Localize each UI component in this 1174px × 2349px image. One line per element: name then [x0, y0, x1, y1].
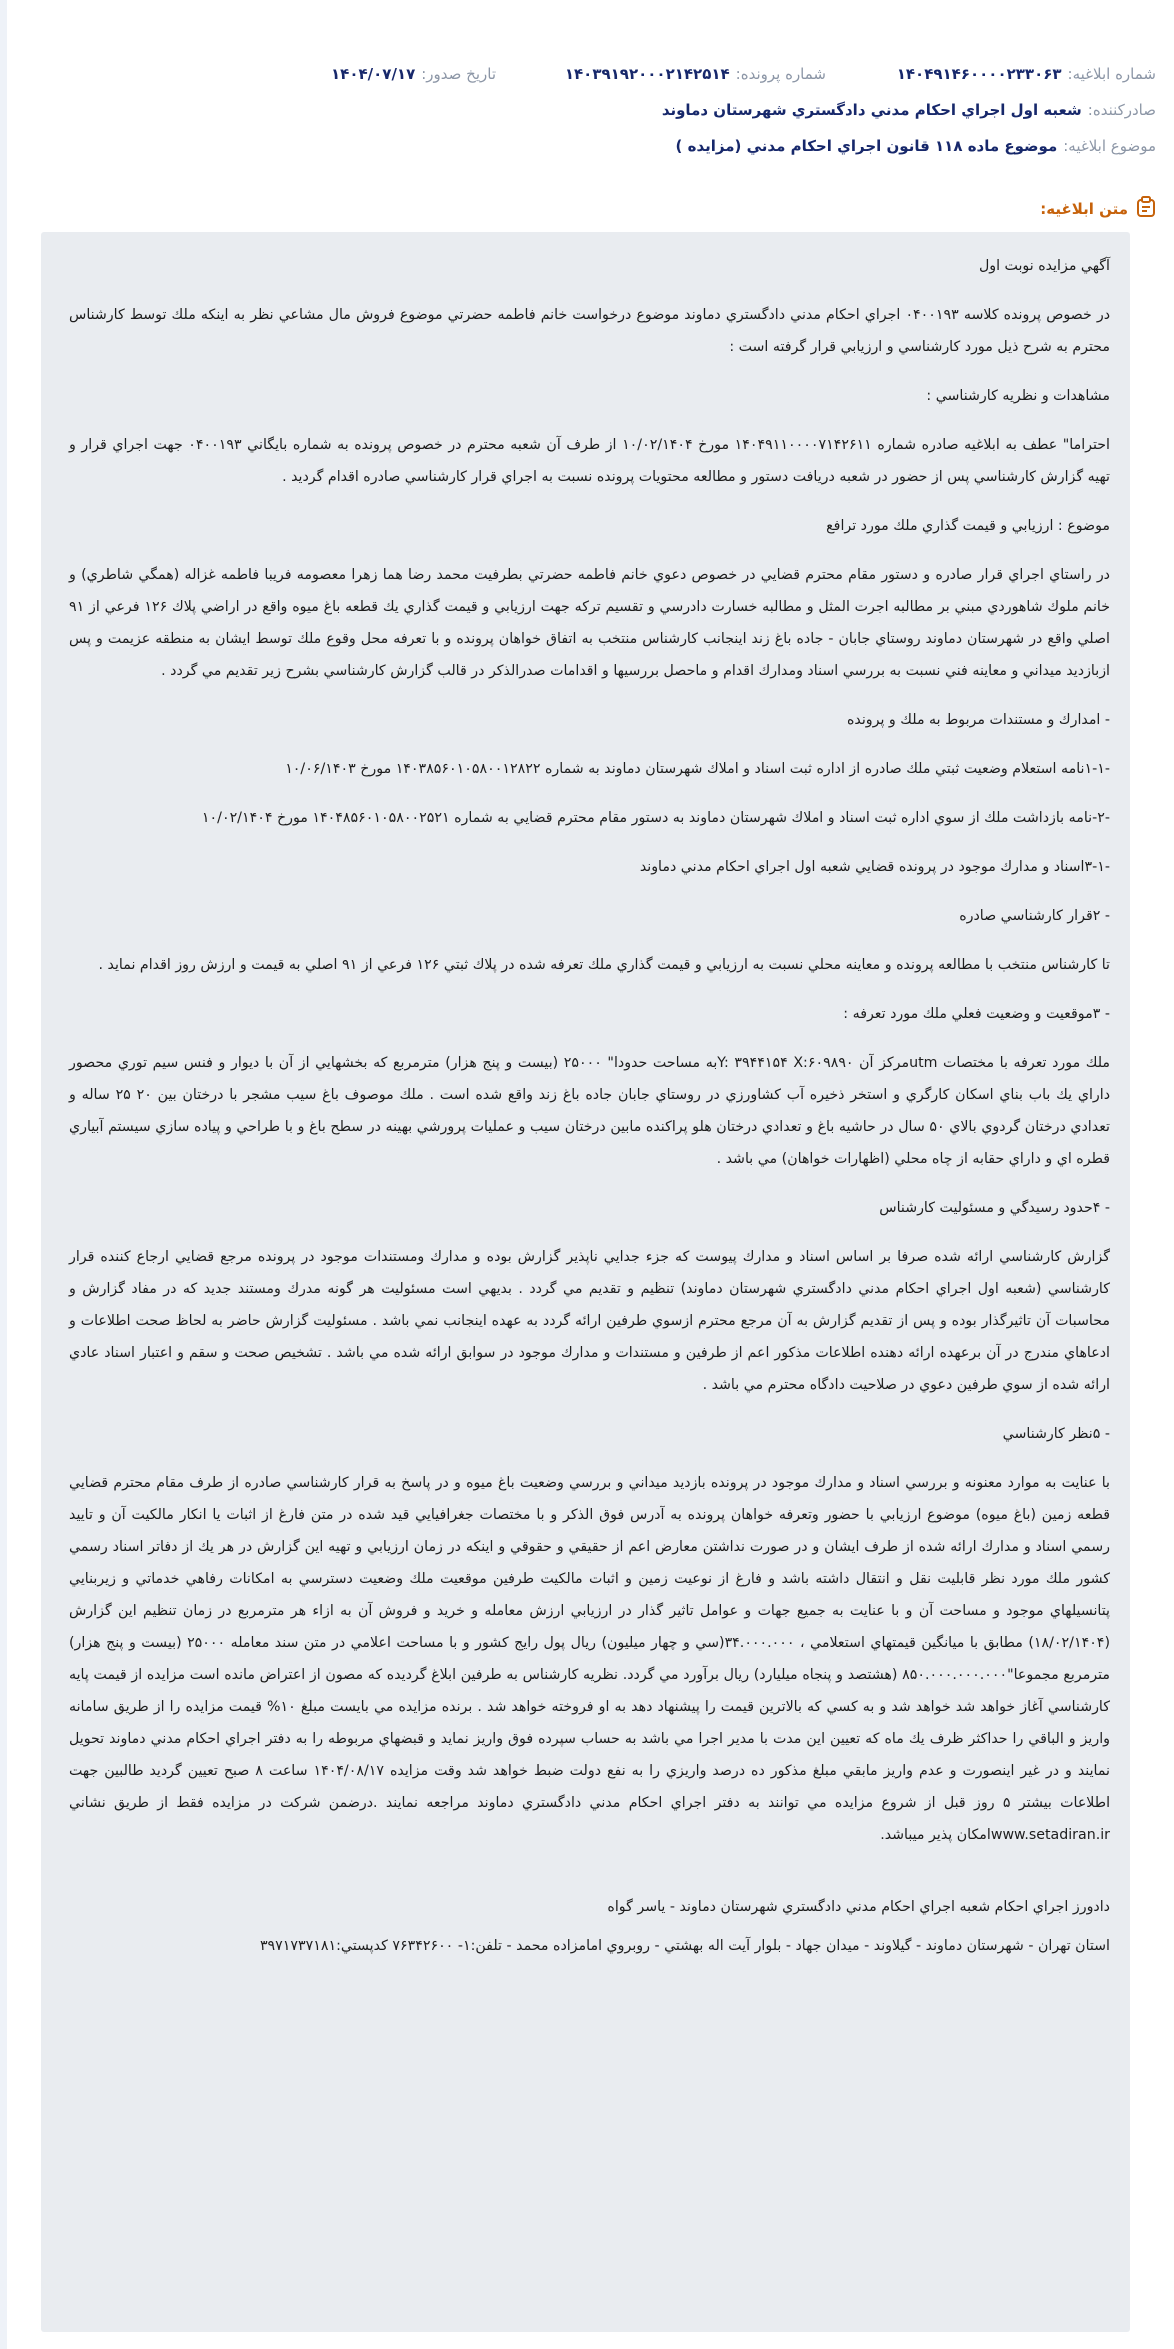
notice-number: شماره ابلاغيه: ۱۴۰۴۹۱۴۶۰۰۰۰۲۳۳۰۶۳ [896, 65, 1156, 83]
notice-paragraphs [69, 250, 1110, 1851]
notice-paragraph: -۲-نامه بازداشت ملك از سوي اداره ثبت اسناد و املاك شهرستان دماوند به دستور مقام محترم قضايي به شماره ۱۴۰۴۸۵۶۰۱۰۵۸۰۰۲۵۲۱ مورخ ۱۰/۰۲/۱۴۰۴ [201, 810, 1110, 826]
notice-paragraph: گزارش كارشناسي ارائه شده صرفا بر اساس اسناد و مدارك پيوست كه جزء جدايي ناپذير گزارش بوده و مدارك ومستندات موجود در پرونده مرجع قضايي ارجاع كننده قرار كارشناسي (شعبه اول اجراي احكام مدني دادگستري شهرستان دماوند) تنظيم و تقديم مي گردد . بديهي است مسئوليت هر گونه مدرك ومستند جديد كه در مفاد گزارش و محاسبات آن تاثيرگذار بوده و پس از تقديم گزارش به آن مرجع محترم ازسوي طرفين ارائه گردد به عهده اينجانب نمي باشد . مسئوليت گزارش حاضر به لحاظ صحت اطلاعات و ادعاهاي مندرج در آن برعهده ارائه دهنده اطلاعات مذكور اعم از طرفين و مستندات و مدارك موجود در سوابق ارائه شده مي باشد . تشخيص صحت و سقم و اعتبار اسناد عادي ارائه شده از سوي طرفين دعوي در صلاحيت دادگاه محترم مي باشد . [69, 1249, 1110, 1393]
notice-body-title: متن ابلاغيه: [1040, 196, 1156, 222]
notice-header [40, 56, 1156, 164]
notice-paragraph: -۱-۱نامه استعلام وضعيت ثبتي ملك صادره از اداره ثبت اسناد و املاك شهرستان دماوند به شماره ۱۴۰۳۸۵۶۰۱۰۵۸۰۰۱۲۸۲۲ مورخ ۱۰/۰۶/۱۴۰۳ [285, 761, 1110, 777]
notice-paragraph: - امدارك و مستندات مربوط به ملك و پرونده [846, 712, 1110, 728]
notice-paragraph: در راستاي اجراي قرار صادره و دستور مقام محترم قضايي در خصوص دعوي خانم فاطمه حضرتي بطرفيت محمد رضا هما زهرا معصومه فريبا فاطمه غزاله (همگي شاطري) و خانم ملوك شاهوردي مبني بر مطالبه اجرت المثل و مطالبه خسارت دادرسي و تقسيم تركه جهت ارزيابي و قيمت گذاري يك قطعه باغ ميوه واقع در اراضي پلاك ۱۲۶ فرعي از ۹۱ اصلي واقع در شهرستان دماوند روستاي جابان - جاده باغ زند اينجانب كارشناس منتخب به اتفاق خواهان پرونده و با تعرفه محل وقوع ملك توسط ايشان به منطقه عزيمت و پس ازبازديد ميداني و معاينه فني نسبت به بررسي اسناد ومدارك اقدام و ماحصل بررسيها و اقدامات صدرالذكر در قالب گزارش كارشناسي بشرح زير تقديم مي گردد . [69, 567, 1110, 679]
notice-paragraph: در خصوص پرونده كلاسه ۰۴۰۰۱۹۳ اجراي احكام مدني دادگستري دماوند موضوع درخواست خانم فاطمه حضرتي موضوع فروش مال مشاعي نظر به اينكه ملك توسط كارشناس محترم به شرح ذيل مورد كارشناسي و ارزيابي قرار گرفته است : [69, 307, 1111, 355]
notice-paragraph: - ۳موقعيت و وضعيت فعلي ملك مورد تعرفه : [843, 1006, 1110, 1022]
notice-paragraph: احتراما" عطف به ابلاغيه صادره شماره ۱۴۰۴۹۱۱۰۰۰۰۷۱۴۲۶۱۱ مورخ ۱۰/۰۲/۱۴۰۴ از طرف آن شعبه محترم در خصوص پرونده به شماره بايگاني ۰۴۰۰۱۹۳ جهت اجراي قرار و تهيه گزارش كارشناسي پس از حضور در شعبه دريافت دستور و مطالعه محتويات پرونده نسبت به اجراي قرار كارشناسي صادره اقدام گرديد . [69, 437, 1110, 485]
issue-date: تاريخ صدور: ۱۴۰۴/۰۷/۱۷ [331, 65, 496, 83]
notice-paragraph: مشاهدات و نظريه كارشناسي : [926, 388, 1110, 404]
signature: دادورز اجراي احكام شعبه اجراي احكام مدني دادگستري شهرستان دماوند - ياسر گواه [607, 1899, 1110, 1915]
notice-paragraph: آگهي مزايده نوبت اول [978, 258, 1110, 274]
issuer: صادركننده: شعبه اول اجراي احكام مدني دادگستري شهرستان دماوند [661, 101, 1156, 119]
notice-paragraph: - ۴حدود رسيدگي و مسئوليت كارشناس [879, 1200, 1110, 1216]
notice-paragraph: با عنايت به موارد معنونه و بررسي اسناد و مدارك موجود در پرونده بازديد ميداني و بررسي وضعيت باغ ميوه و در پاسخ به قرار كارشناسي صادره از طرف مقام محترم قضايي قطعه زمين (باغ ميوه) موضوع ارزيابي با حضور وتعرفه خواهان پرونده به آدرس فوق الذكر و با مختصات جغرافيايي قيد شده در متن فارغ از اثبات يا انكار مالكيت آن و تاييد رسمي اسناد و مدارك ارائه شده از طرف ايشان و در صورت نداشتن معارض اعم از حقيقي و حقوقي و اينكه در زمان ارزيابي و تهيه اين گزارش در هر يك از دفاتر اسناد رسمي كشور ملك مورد نظر قابليت نقل و انتقال داشته باشد و فارغ از نوعيت زمين و اثبات مالكيت طرفين موقعيت ملك وضعيت دسترسي به امكانات رفاهي خدماتي و زيربنايي پتانسيلهاي موجود و مساحت آن و با عنايت به جميع جهات و عوامل تاثير گذار در ارزيابي ارزش معامله و خريد و فروش آن به ازاء هر مترمربع در زمان تنظيم اين گزارش (۱۸/۰۲/۱۴۰۴) مطابق با ميانگين قيمتهاي استعلامي ، ۳۴.۰۰۰.۰۰۰(سي و چهار ميليون) ريال پول رايج كشور و با مساحت اعلامي در متن سند معامله ۲۵۰۰۰ (بيست و پنج هزار) مترمربع مجموعا"۸۵۰.۰۰۰.۰۰۰.۰۰۰ (هشتصد و پنجاه ميليارد) ريال برآورد مي گردد. نظريه كارشناس به طرفين ابلاغ گرديده كه مصون از اعتراض مانده است مزايده از قيمت پايه كارشناسي آغاز خواهد شد خواهد شد و به كسي كه بالاترين قيمت را پيشنهاد دهد به او فروخته خواهد شد . برنده مزايده مي بايست مبلغ ۱۰% قيمت مزايده را از طريق سامانه واريز و الباقي را حداكثر ظرف يك ماه كه تعيين اين مدت با مدير اجرا مي باشد به حساب سپرده فوق واريز نمايد و قبضهاي مربوطه را به دفتر اجراي احكام مدني دماوند تحويل نمايند و در غير اينصورت و عدم واريز مابقي مبلغ مذكور ده درصد واريزي را به نفع دولت ضبط خواهد شد وقت مزايده ۱۴۰۴/۰۸/۱۷ ساعت ۸ صبح تعيين گرديد طالبين جهت اطلاعات بيشتر ۵ روز قبل از شروع مزايده مي توانند به دفتر اجراي احكام مدني دادگستري دماوند مراجعه نمايند .درضمن شركت در مزايده فقط از طريق نشاني www.setadiran.irامكان پذير ميباشد. [69, 1475, 1111, 1843]
notice-subject: موضوع ابلاغيه: موضوع ماده ۱۱۸ قانون اجراي احكام مدني (مزايده ) [675, 137, 1156, 155]
clipboard-icon [1136, 196, 1156, 222]
notice-paragraph: - ۲قرار كارشناسي صادره [959, 908, 1110, 924]
court-address: استان تهران - شهرستان دماوند - گيلاوند - ميدان جهاد - بلوار آيت اله بهشتي - روبروي امامزاده محمد - تلفن:۱- ۷۶۳۴۲۶۰۰ كدپستي:۳۹۷۱۷۳۷۱۸۱ [259, 1938, 1110, 1954]
notice-body [41, 232, 1130, 2332]
notice-paragraph: -۳-۱اسناد و مدارك موجود در پرونده قضايي شعبه اول اجراي احكام مدني دماوند [639, 859, 1110, 875]
case-number: شماره پرونده: ۱۴۰۳۹۱۹۲۰۰۰۲۱۴۲۵۱۴ [564, 65, 826, 83]
page-edge [0, 0, 7, 2349]
notice-paragraph: موضوع : ارزيابي و قيمت گذاري ملك مورد ترافع [826, 518, 1110, 534]
notice-paragraph: ملك مورد تعرفه با مختصات utmمركز آن Y: ۳۹۴۴۱۵۴ X:۶۰۹۸۹۰به مساحت حدودا" ۲۵۰۰۰ (بيست و پنج هزار) مترمربع كه بخشهايي از آن با ديوار و فنس سيم توري محصور داراي يك باب بناي اسكان كارگري و استخر ذخيره آب كشاورزي در روستاي جابان جاده باغ زند واقع شده است . ملك موصوف باغ سيب مشجر با درختان بين ۲۰ ۲۵ ساله و تعدادي درختان گردوي بالاي ۵۰ سال در حاشيه باغ و تعدادي درختان هلو پراكنده مابين درختان سيب و عمليات پرورشي بهينه در سطح باغ و با طراحي و پياده سازي سيستم آبياري قطره اي و داراي حقابه از چاه محلي (اظهارات خواهان) مي باشد . [69, 1055, 1111, 1167]
notice-paragraph: تا كارشناس منتخب با مطالعه پرونده و معاينه محلي نسبت به ارزيابي و قيمت گذاري ملك تعرفه شده در پلاك ثبتي ۱۲۶ فرعي از ۹۱ اصلي به قيمت و ارزش روز اقدام نمايد . [98, 957, 1110, 973]
notice-paragraph: - ۵نظر كارشناسي [1002, 1426, 1110, 1442]
